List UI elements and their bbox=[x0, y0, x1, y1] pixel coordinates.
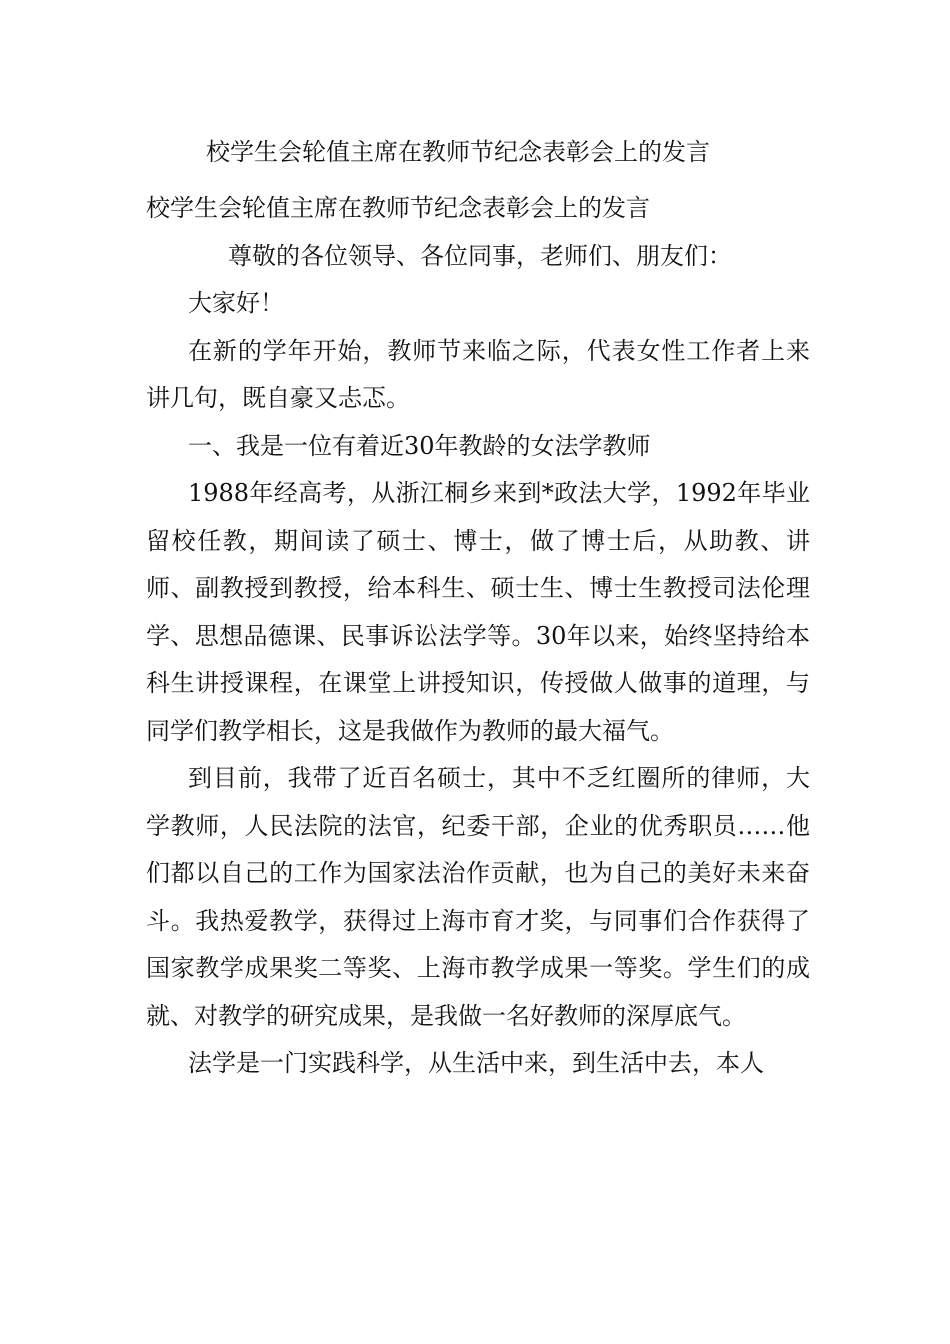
paragraph-practice: 法学是一门实践科学，从生活中来，到生活中去，本人 bbox=[188, 1049, 764, 1077]
salutation: 尊敬的各位领导、各位同事，老师们、朋友们： bbox=[228, 241, 732, 270]
document-subtitle: 校学生会轮值主席在教师节纪念表彰会上的发言 bbox=[146, 194, 650, 222]
document-body bbox=[146, 185, 810, 1088]
paragraph-intro: 在新的学年开始，教师节来临之际，代表女性工作者上来讲几句，既自豪又忐忑。 bbox=[146, 336, 810, 412]
document-title: 校学生会轮值主席在教师节纪念表彰会上的发言 bbox=[206, 138, 710, 166]
paragraph-students: 到目前，我带了近百名硕士，其中不乏红圈所的律师，大学教师，人民法院的法官，纪委干部，企业的优秀职员……他们都以自己的工作为国家法治作贡献，也为自己的美好未来奋斗。我热爱教学，获得过上海市育才奖，与同事们合作获得了国家教学成果奖二等奖、上海市教学成果一等奖。学生们的成就、对教学的研究成果，是我做一名好教师的深厚底气。 bbox=[146, 764, 810, 1030]
section-heading: 一、我是一位有着近30年教龄的女法学教师 bbox=[188, 431, 651, 460]
paragraph-career: 1988年经高考，从浙江桐乡来到*政法大学，1992年毕业留校任教，期间读了硕士、博士，做了博士后，从助教、讲师、副教授到教授，给本科生、硕士生、博士生教授司法伦理学、思想品德课、民事诉讼法学等。30年以来，始终坚持给本科生讲授课程，在课堂上讲授知识，传授做人做事的道理，与同学们教学相长，这是我做作为教师的最大福气。 bbox=[146, 479, 810, 745]
greeting: 大家好！ bbox=[188, 289, 284, 317]
